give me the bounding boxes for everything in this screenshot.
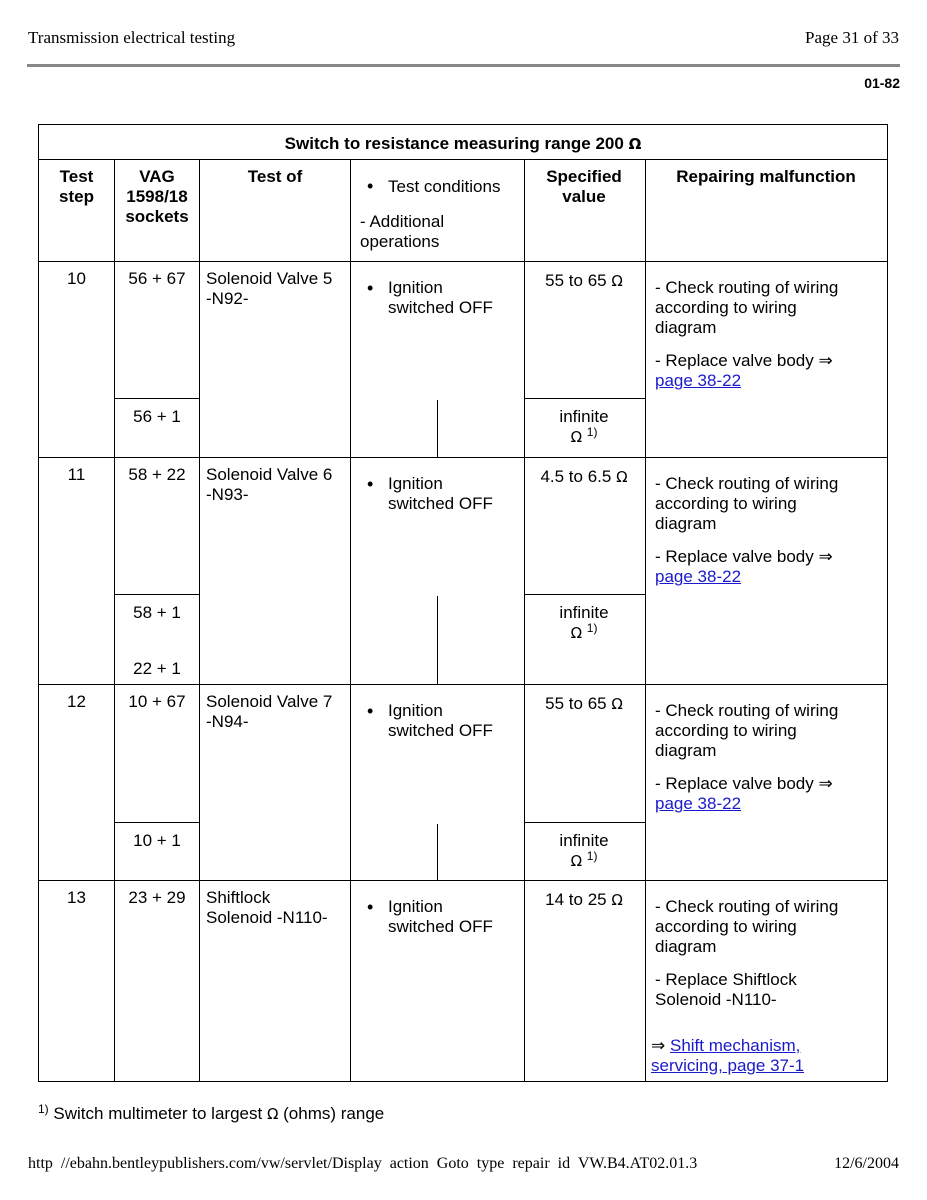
- table-banner: [39, 134, 887, 154]
- col-header-test-of: Test of: [247, 167, 303, 186]
- col-header-additional: [360, 212, 444, 252]
- divider: [39, 457, 887, 458]
- print-date: 12/6/2004: [834, 1155, 899, 1172]
- socket-pair: 22 + 1: [133, 659, 181, 678]
- specified-value-infinite: [524, 407, 644, 448]
- col-header-sockets-line: sockets: [125, 207, 189, 226]
- specified-value-text: infinite: [559, 407, 609, 426]
- socket-pair: 10 + 67: [128, 692, 186, 711]
- repair-line: [655, 351, 838, 371]
- test-component: [206, 465, 332, 505]
- ohm-symbol: Ω: [611, 891, 623, 909]
- ohm-symbol: Ω: [266, 1105, 279, 1123]
- page-number: Page 31 of 33: [805, 28, 899, 47]
- test-condition-line: Ignition: [388, 897, 443, 916]
- socket-pair: 58 + 1: [133, 603, 181, 622]
- source-url: http //ebahn.bentleypublishers.com/vw/servlet/Display action Goto type repair id VW.B4.AT02.01.3: [28, 1155, 698, 1172]
- test-component-line: -N94-: [206, 712, 249, 731]
- test-component-line: -N93-: [206, 485, 249, 504]
- ohm-symbol: Ω: [611, 695, 623, 713]
- socket-pair: 10 + 1: [133, 831, 181, 850]
- arrow-icon: ⇒: [651, 1036, 666, 1055]
- repair-instructions: [655, 474, 838, 587]
- bullet-icon: •: [367, 701, 374, 721]
- arrow-icon: ⇒: [818, 774, 833, 793]
- test-component-line: -N92-: [206, 289, 249, 308]
- shift-mechanism-link[interactable]: servicing, page 37-1: [651, 1056, 805, 1075]
- test-component: [206, 269, 332, 309]
- col-header-sockets: [114, 167, 200, 227]
- repair-instructions: [655, 701, 838, 814]
- arrow-icon: ⇒: [818, 547, 833, 566]
- test-step: 13: [67, 888, 86, 907]
- test-condition-line: switched OFF: [388, 494, 493, 513]
- repair-line-text: - Replace valve body: [655, 547, 814, 566]
- ohm-symbol: Ω: [611, 272, 623, 290]
- test-condition-line: switched OFF: [388, 721, 493, 740]
- col-header-step: [39, 167, 114, 207]
- test-step: 12: [67, 692, 86, 711]
- sub-divider: [437, 596, 438, 685]
- col-header-repair: Repairing malfunction: [676, 167, 856, 186]
- divider: [39, 261, 887, 262]
- col-header-additional-line: - Additional: [360, 212, 445, 231]
- specified-value-text: infinite: [559, 603, 609, 622]
- repair-line: according to wiring: [655, 494, 797, 513]
- divider: [39, 880, 887, 881]
- document-code: 01-82: [864, 75, 900, 91]
- repair-line: according to wiring: [655, 721, 797, 740]
- divider: [524, 822, 645, 823]
- repair-line: according to wiring: [655, 917, 797, 936]
- shift-mechanism-link[interactable]: Shift mechanism,: [669, 1036, 801, 1055]
- footnote-ref: 1): [586, 849, 598, 863]
- page-link[interactable]: page 38-22: [655, 371, 742, 390]
- test-condition: [388, 701, 493, 741]
- repair-line: - Check routing of wiring: [655, 474, 839, 493]
- document-title: Transmission electrical testing: [28, 28, 236, 47]
- specified-value: [524, 467, 644, 487]
- footnote-text: Switch multimeter to largest: [53, 1104, 263, 1123]
- specified-value-unit: [524, 623, 644, 644]
- test-condition-line: Ignition: [388, 278, 443, 297]
- footnote-mark: 1): [38, 1102, 49, 1116]
- test-condition: [388, 278, 493, 318]
- bullet-icon: •: [367, 278, 374, 298]
- repair-line: diagram: [655, 741, 717, 760]
- page-link[interactable]: page 38-22: [655, 567, 742, 586]
- repair-line: diagram: [655, 514, 717, 533]
- header-rule: [27, 64, 900, 67]
- sub-divider: [437, 824, 438, 881]
- shift-mechanism-link-block: [651, 1036, 804, 1076]
- repair-instructions: [655, 897, 838, 1010]
- test-condition-line: switched OFF: [388, 298, 493, 317]
- col-header-sockets-line: 1598/18: [126, 187, 188, 206]
- test-component: [206, 888, 328, 928]
- test-condition-line: Ignition: [388, 474, 443, 493]
- col-header-step-line: Test: [59, 167, 94, 186]
- specified-value-text: infinite: [559, 831, 609, 850]
- test-step: 11: [67, 465, 86, 484]
- divider: [114, 594, 200, 595]
- ohm-symbol: Ω: [616, 468, 628, 486]
- repair-line: Solenoid -N110-: [655, 990, 777, 1009]
- test-component-line: Solenoid -N110-: [206, 908, 328, 927]
- repair-instructions: [655, 278, 838, 391]
- ohm-symbol: Ω: [628, 135, 642, 153]
- specified-value-infinite: [524, 603, 644, 644]
- footnote-ref: 1): [586, 425, 598, 439]
- footnote: [38, 1104, 384, 1124]
- specified-value: [524, 694, 644, 714]
- footnote-ref: 1): [586, 621, 598, 635]
- divider: [39, 159, 887, 160]
- repair-line-text: - Replace valve body: [655, 774, 814, 793]
- banner-text: Switch to resistance measuring range 200: [284, 134, 624, 153]
- sub-divider: [437, 400, 438, 458]
- footnote-text: (ohms) range: [283, 1104, 385, 1123]
- bullet-icon: •: [367, 474, 374, 494]
- divider: [524, 398, 645, 399]
- arrow-icon: ⇒: [818, 351, 833, 370]
- specified-value: [524, 271, 644, 291]
- socket-pair: 23 + 29: [128, 888, 186, 907]
- col-header-conditions: Test conditions: [388, 177, 501, 196]
- specified-value-infinite: [524, 831, 644, 872]
- col-header-specified: [524, 167, 644, 207]
- test-condition-line: switched OFF: [388, 917, 493, 936]
- col-header-step-line: step: [59, 187, 94, 206]
- divider: [114, 398, 200, 399]
- test-component-line: Solenoid Valve 5: [206, 269, 333, 288]
- test-condition: [388, 474, 493, 514]
- bullet-icon: •: [367, 897, 374, 917]
- repair-line: - Replace Shiftlock: [655, 970, 797, 989]
- specified-value-text: 55 to 65: [545, 694, 607, 713]
- col-header-additional-line: operations: [360, 232, 440, 251]
- test-component: [206, 692, 332, 732]
- specified-value-text: 14 to 25: [545, 890, 607, 909]
- divider: [39, 684, 887, 685]
- repair-line: - Check routing of wiring: [655, 897, 839, 916]
- test-step: 10: [67, 269, 86, 288]
- repair-line: - Check routing of wiring: [655, 701, 839, 720]
- specified-value: [524, 890, 644, 910]
- specified-value-text: 55 to 65: [545, 271, 607, 290]
- repair-line-text: - Replace valve body: [655, 351, 814, 370]
- test-component-line: Solenoid Valve 7: [206, 692, 333, 711]
- ohm-symbol: Ω: [570, 428, 583, 446]
- divider: [524, 594, 645, 595]
- socket-pair: 56 + 1: [133, 407, 181, 426]
- test-component-line: Shiftlock: [206, 888, 271, 907]
- test-condition-line: Ignition: [388, 701, 443, 720]
- specified-value-unit: [524, 851, 644, 872]
- repair-line: diagram: [655, 318, 717, 337]
- test-condition: [388, 897, 493, 937]
- specified-value-unit: [524, 427, 644, 448]
- repair-line: according to wiring: [655, 298, 797, 317]
- test-component-line: Solenoid Valve 6: [206, 465, 333, 484]
- bullet-icon: •: [367, 176, 374, 196]
- column-line: [645, 159, 646, 1081]
- resistance-test-table: [38, 124, 888, 1082]
- repair-line: [655, 547, 838, 567]
- ohm-symbol: Ω: [570, 852, 583, 870]
- socket-pair: 56 + 67: [128, 269, 186, 288]
- col-header-specified-line: Specified: [546, 167, 622, 186]
- repair-line: diagram: [655, 937, 717, 956]
- divider: [114, 822, 200, 823]
- col-header-sockets-line: VAG: [139, 167, 175, 186]
- specified-value-text: 4.5 to 6.5: [540, 467, 612, 486]
- column-line: [350, 159, 351, 1081]
- socket-pair: 58 + 22: [128, 465, 186, 484]
- repair-line: [655, 774, 838, 794]
- repair-line: - Check routing of wiring: [655, 278, 839, 297]
- ohm-symbol: Ω: [570, 624, 583, 642]
- page-link[interactable]: page 38-22: [655, 794, 742, 813]
- col-header-specified-line: value: [562, 187, 606, 206]
